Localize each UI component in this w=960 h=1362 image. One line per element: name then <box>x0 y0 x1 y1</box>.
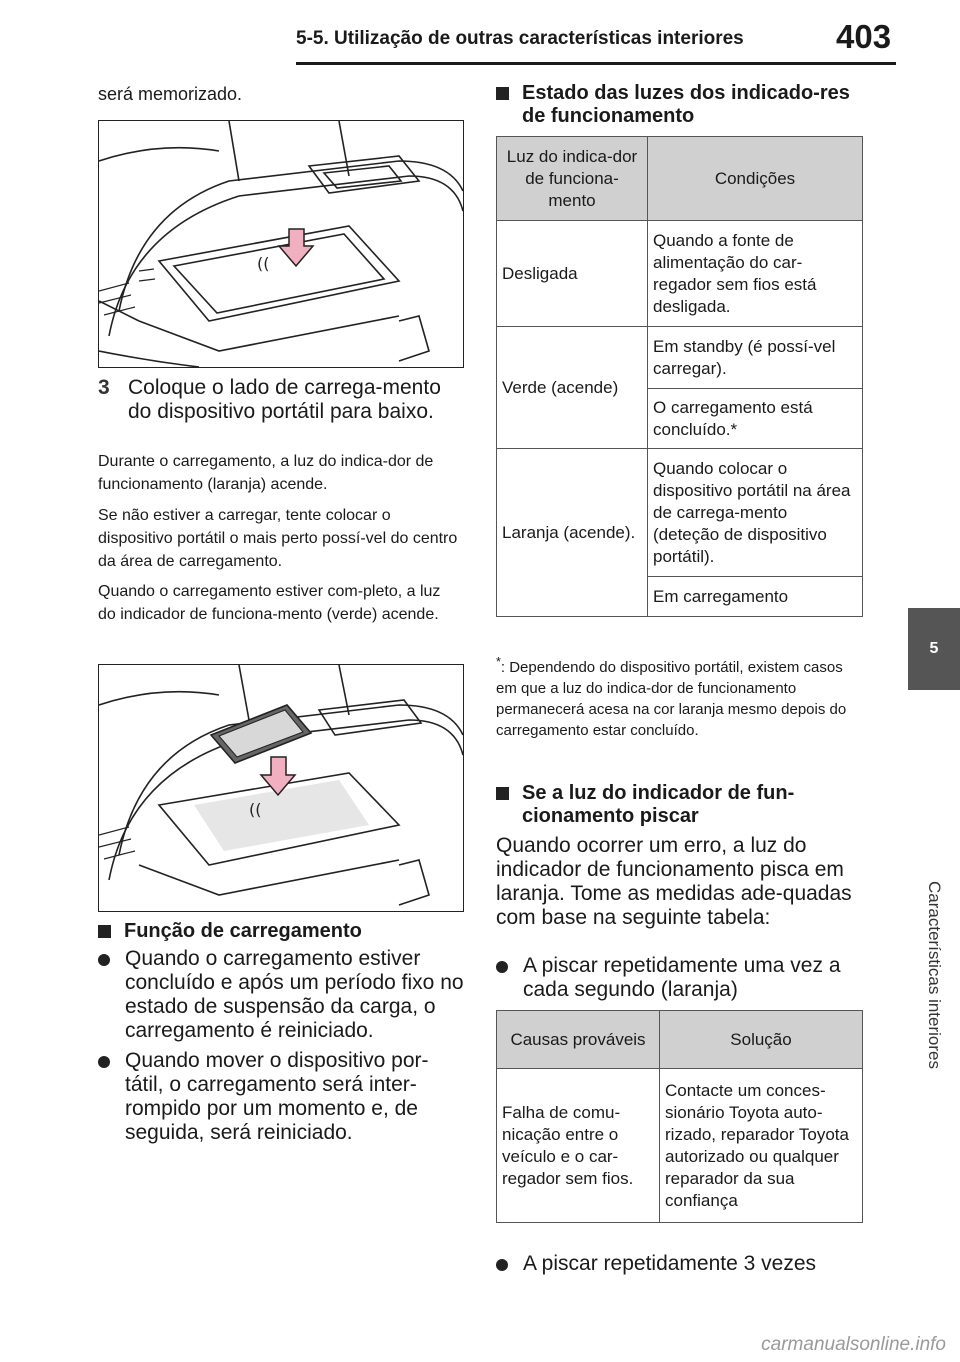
footnote-text: : Dependendo do dispositivo portátil, existem casos em que a luz do indica-dor de funcionamento permanecerá acesa na cor laranja mesmo depois do carregamento estar concluído. <box>496 659 847 739</box>
table-cell-off-condition: Quando a fonte de alimentação do car-regador sem fios está desligada. <box>648 221 863 327</box>
intro-text: será memorizado. <box>98 84 243 104</box>
paragraph-complete: Quando o carregamento estiver com-pleto, a luz do indicador de funciona-mento (verde) acende. <box>98 583 441 623</box>
section-title: Função de carregamento <box>124 920 362 942</box>
chapter-side-label-text: Características interiores <box>925 880 944 1070</box>
square-bullet-icon <box>98 925 111 938</box>
bullet-text: Quando o carregamento estiver concluído e após um período fixo no estado de suspensão da carga, o carregamento é reiniciado. <box>125 947 464 1042</box>
bullet-dot-icon <box>496 961 508 973</box>
svg-text:((: (( <box>257 254 270 273</box>
paragraph-charging-light: Durante o carregamento, a luz do indica-dor de funcionamento (laranja) acende. <box>98 453 434 493</box>
chapter-tab: 5 <box>908 608 960 690</box>
table-cell-green: Verde (acende) <box>497 327 648 449</box>
table-cell-complete: O carregamento está concluído.* <box>648 389 863 449</box>
table-header-solution: Solução <box>660 1011 863 1069</box>
footnote <box>496 652 862 741</box>
step-number: 3 <box>98 376 110 399</box>
table-cell-off: Desligada <box>497 221 648 327</box>
square-bullet-icon <box>496 787 509 800</box>
figure-console-open <box>98 120 464 368</box>
console-illustration-1 <box>99 121 463 367</box>
table-header-conditions: Condições <box>648 137 863 221</box>
section-title: Estado das luzes dos indicado-res de funcionamento <box>522 82 850 127</box>
table-cell-standby: Em standby (é possí-vel carregar). <box>648 327 863 389</box>
table-cell-cause: Falha de comu-nicação entre o veículo e o car-regador sem fios. <box>497 1069 660 1223</box>
bullet-dot-icon <box>98 954 110 966</box>
table-cell-solution: Contacte um conces-sionário Toyota auto-rizado, reparador Toyota autorizado ou qualquer reparador da sua confiança <box>660 1069 863 1223</box>
running-header-title: 5-5. Utilização de outras características interiores <box>296 28 744 49</box>
paragraph-error: Quando ocorrer um erro, a luz do indicador de funcionamento pisca em laranja. Tome as medidas ade-quadas com base na seguinte tabela: <box>496 834 852 929</box>
table-cell-charging: Em carregamento <box>648 577 863 617</box>
paragraph-not-charging: Se não estiver a carregar, tente colocar o dispositivo portátil o mais perto possí-vel do centro da área de carregamento. <box>98 507 458 570</box>
bullet-dot-icon <box>98 1056 110 1068</box>
square-bullet-icon <box>496 87 509 100</box>
watermark: carmanualsonline.info <box>761 1334 946 1355</box>
table-cell-orange: Laranja (acende). <box>497 449 648 617</box>
bullet-text: A piscar repetidamente 3 vezes <box>523 1252 816 1275</box>
section-title: Se a luz do indicador de fun-cionamento piscar <box>522 782 795 827</box>
blink-once-table <box>496 1010 863 1223</box>
table-cell-detect: Quando colocar o dispositivo portátil na área de carrega-mento (deteção de dispositivo portátil). <box>648 449 863 577</box>
footnote-mark: * <box>496 655 501 669</box>
svg-text:((: (( <box>249 800 262 819</box>
header-rule <box>296 62 896 65</box>
table-header-light: Luz do indica-dor de funciona-mento <box>497 137 648 221</box>
console-illustration-2 <box>99 665 463 911</box>
bullet-dot-icon <box>496 1259 508 1271</box>
bullet-text: A piscar repetidamente uma vez a cada segundo (laranja) <box>523 954 841 1001</box>
table-header-causes: Causas prováveis <box>497 1011 660 1069</box>
figure-phone-placement <box>98 664 464 912</box>
indicator-status-table <box>496 136 863 617</box>
step-text: Coloque o lado de carrega-mento do dispositivo portátil para baixo. <box>128 376 441 423</box>
page-number: 403 <box>836 18 892 55</box>
bullet-text: Quando mover o dispositivo por-tátil, o carregamento será inter-rompido por um momento e, de seguida, será reiniciado. <box>125 1049 429 1144</box>
